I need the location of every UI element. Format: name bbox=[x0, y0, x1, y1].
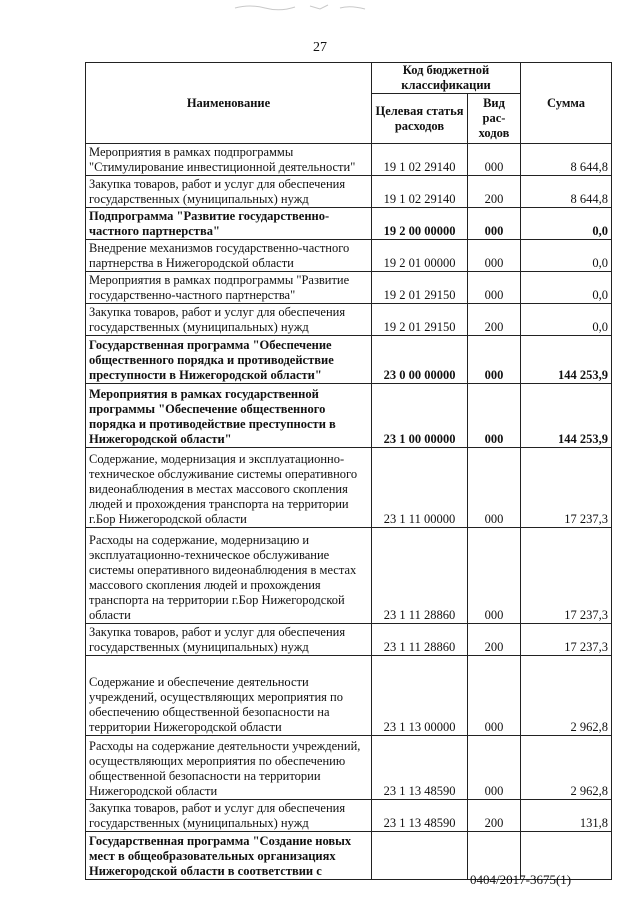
row-name: Содержание и обеспечение деятельности учреждений, осуществляющих мероприятия по обеспечению общественной безопасности на территории Нижегородской области bbox=[86, 656, 372, 736]
row-name: Расходы на содержание, модернизацию и эксплуатационно-техническое обслуживание системы оперативного видеонаблюдения в местах массового скопления людей и прохождения транспорта на территории г.Бор Нижегородской области bbox=[86, 528, 372, 624]
row-amount: 0,0 bbox=[521, 272, 612, 304]
table-row bbox=[86, 240, 612, 272]
row-amount: 8 644,8 bbox=[521, 144, 612, 176]
table-row bbox=[86, 336, 612, 384]
row-name: Мероприятия в рамках подпрограммы "Стимулирование инвестиционной деятельности" bbox=[86, 144, 372, 176]
document-code: 0404/2017-3675(1) bbox=[470, 872, 572, 887]
header-target-article: Целевая статья расходов bbox=[372, 94, 468, 144]
row-amount: 2 962,8 bbox=[521, 656, 612, 736]
row-expense-type: 000 bbox=[468, 240, 521, 272]
table-row bbox=[86, 800, 612, 832]
row-target-code: 19 1 02 29140 bbox=[372, 176, 468, 208]
table-row bbox=[86, 528, 612, 624]
row-name: Подпрограмма "Развитие государственно-частного партнерства" bbox=[86, 208, 372, 240]
row-name: Внедрение механизмов государственно-частного партнерства в Нижегородской области bbox=[86, 240, 372, 272]
row-expense-type: 000 bbox=[468, 528, 521, 624]
table-row bbox=[86, 272, 612, 304]
row-amount: 144 253,9 bbox=[521, 384, 612, 448]
row-expense-type: 200 bbox=[468, 304, 521, 336]
row-target-code: 19 2 01 29150 bbox=[372, 304, 468, 336]
row-expense-type: 000 bbox=[468, 736, 521, 800]
row-amount: 144 253,9 bbox=[521, 336, 612, 384]
table-row bbox=[86, 656, 612, 736]
row-name: Государственная программа "Создание новых мест в общеобразовательных организациях Нижегородской области в соответствии с bbox=[86, 832, 372, 880]
row-name: Содержание, модернизация и эксплуатационно-техническое обслуживание системы оперативного видеонаблюдения в местах массового скопления людей и прохождения транспорта на территории г.Бор Нижегородской области bbox=[86, 448, 372, 528]
row-expense-type: 000 bbox=[468, 208, 521, 240]
row-expense-type: 000 bbox=[468, 144, 521, 176]
budget-table bbox=[85, 62, 612, 880]
row-amount: 2 962,8 bbox=[521, 736, 612, 800]
header-amount: Сумма bbox=[521, 63, 612, 144]
table-body bbox=[86, 144, 612, 880]
row-name: Мероприятия в рамках подпрограммы "Развитие государственно-частного партнерства" bbox=[86, 272, 372, 304]
row-expense-type: 000 bbox=[468, 448, 521, 528]
row-expense-type: 000 bbox=[468, 384, 521, 448]
row-amount: 0,0 bbox=[521, 304, 612, 336]
row-expense-type: 000 bbox=[468, 272, 521, 304]
row-target-code: 23 1 13 00000 bbox=[372, 656, 468, 736]
row-target-code: 19 2 00 00000 bbox=[372, 208, 468, 240]
row-name: Мероприятия в рамках государственной программы "Обеспечение общественного порядка и противодействие преступности в Нижегородской области" bbox=[86, 384, 372, 448]
header-budget-code: Код бюджетной классификации bbox=[372, 63, 521, 94]
table-row bbox=[86, 736, 612, 800]
header-expense-type: Вид рас-ходов bbox=[468, 94, 521, 144]
row-target-code: 23 1 11 28860 bbox=[372, 528, 468, 624]
row-target-code: 19 2 01 00000 bbox=[372, 240, 468, 272]
header-name: Наименование bbox=[86, 63, 372, 144]
row-target-code: 19 2 01 29150 bbox=[372, 272, 468, 304]
row-name: Закупка товаров, работ и услуг для обеспечения государственных (муниципальных) нужд bbox=[86, 304, 372, 336]
row-expense-type: 200 bbox=[468, 176, 521, 208]
row-target-code: 23 1 13 48590 bbox=[372, 800, 468, 832]
row-amount: 8 644,8 bbox=[521, 176, 612, 208]
row-name: Закупка товаров, работ и услуг для обеспечения государственных (муниципальных) нужд bbox=[86, 800, 372, 832]
row-target-code bbox=[372, 832, 468, 880]
row-amount: 0,0 bbox=[521, 208, 612, 240]
table-row bbox=[86, 208, 612, 240]
table-row bbox=[86, 624, 612, 656]
row-amount: 17 237,3 bbox=[521, 624, 612, 656]
row-expense-type: 000 bbox=[468, 656, 521, 736]
table-row bbox=[86, 144, 612, 176]
scan-noise-mark bbox=[230, 2, 380, 12]
row-amount: 0,0 bbox=[521, 240, 612, 272]
row-name: Расходы на содержание деятельности учреждений, осуществляющих мероприятия по обеспечению общественной безопасности на территории Нижегородской области bbox=[86, 736, 372, 800]
table-row bbox=[86, 304, 612, 336]
row-target-code: 23 1 13 48590 bbox=[372, 736, 468, 800]
row-name: Государственная программа "Обеспечение общественного порядка и противодействие преступности в Нижегородской области" bbox=[86, 336, 372, 384]
table-row bbox=[86, 448, 612, 528]
row-name: Закупка товаров, работ и услуг для обеспечения государственных (муниципальных) нужд bbox=[86, 176, 372, 208]
table-row bbox=[86, 176, 612, 208]
row-target-code: 19 1 02 29140 bbox=[372, 144, 468, 176]
row-target-code: 23 0 00 00000 bbox=[372, 336, 468, 384]
row-expense-type: 200 bbox=[468, 800, 521, 832]
row-amount: 17 237,3 bbox=[521, 528, 612, 624]
row-amount: 131,8 bbox=[521, 800, 612, 832]
page-number: 27 bbox=[313, 40, 327, 55]
table-row bbox=[86, 384, 612, 448]
row-target-code: 23 1 00 00000 bbox=[372, 384, 468, 448]
row-amount: 17 237,3 bbox=[521, 448, 612, 528]
row-expense-type: 000 bbox=[468, 336, 521, 384]
row-expense-type: 200 bbox=[468, 624, 521, 656]
row-name: Закупка товаров, работ и услуг для обеспечения государственных (муниципальных) нужд bbox=[86, 624, 372, 656]
row-target-code: 23 1 11 28860 bbox=[372, 624, 468, 656]
row-target-code: 23 1 11 00000 bbox=[372, 448, 468, 528]
